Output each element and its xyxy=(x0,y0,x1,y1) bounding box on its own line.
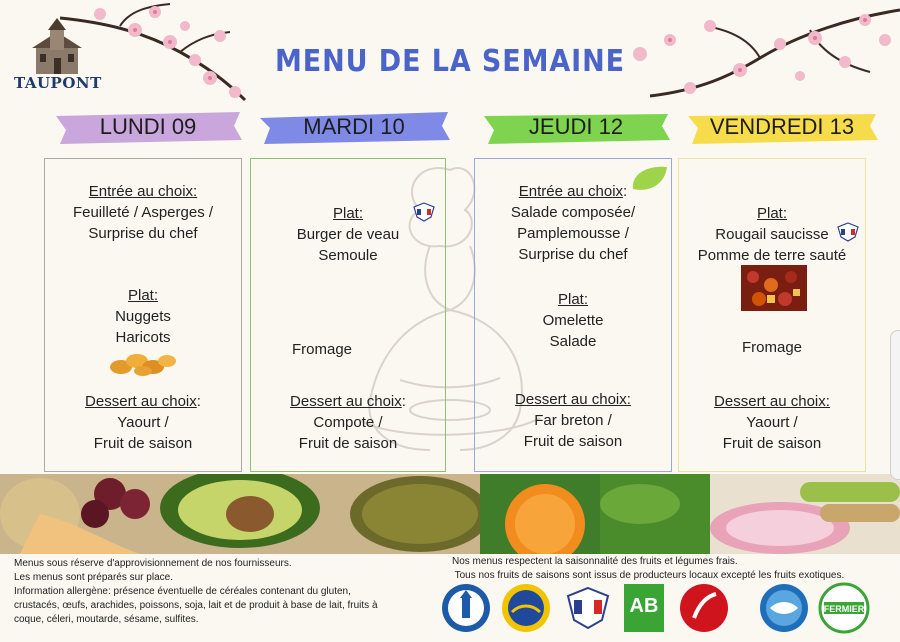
footer-line: crustacés, œufs, arachides, poissons, soja, lait et de produit à base de lait, fruits à xyxy=(14,600,378,611)
footer-notes-left xyxy=(14,557,434,627)
day-label: LUNDI 09 xyxy=(99,114,197,139)
agriculture-biologique-icon xyxy=(622,582,666,634)
entree-line: Feuilleté / Asperges / xyxy=(72,204,214,221)
footer-line: coque, céleri, moutarde, sésame, sulfites. xyxy=(14,614,199,625)
dessert-section xyxy=(475,389,671,452)
day-header-tuesday xyxy=(256,106,452,148)
plat-line: Burger de veau xyxy=(296,226,400,243)
entree-line: Surprise du chef xyxy=(88,225,198,242)
footer-line: Les menus sont préparés sur place. xyxy=(14,572,173,583)
day-label: JEUDI 12 xyxy=(528,114,624,139)
rougail-image xyxy=(741,265,807,311)
menu-column-friday xyxy=(678,158,866,472)
produit-en-bretagne-icon xyxy=(440,582,492,634)
viandes-de-france-icon xyxy=(562,582,614,634)
footer-line: Tous nos fruits de saisons sont issus de producteurs locaux excepté les fruits exotiques. xyxy=(452,570,845,581)
fromage-line: Fromage xyxy=(291,341,353,358)
dessert-section xyxy=(679,391,865,454)
plat-title: Plat: xyxy=(332,205,363,222)
entree-colon: : xyxy=(623,183,628,200)
dessert-line: Compote / xyxy=(313,414,383,431)
plat-line: Semoule xyxy=(318,247,378,264)
day-label: VENDREDI 13 xyxy=(709,114,855,139)
entree-line: Surprise du chef xyxy=(518,246,628,263)
viande-de-france-icon xyxy=(835,221,861,243)
dessert-line: Fruit de saison xyxy=(298,435,398,452)
footer-notes-right xyxy=(452,555,892,583)
food-photo-band xyxy=(0,474,900,554)
plat-line: Nuggets xyxy=(115,308,171,325)
plat-line: Haricots xyxy=(115,329,171,346)
label-rouge-icon xyxy=(678,582,730,634)
dessert-title: Dessert au choix: xyxy=(714,393,830,410)
dessert-title: Dessert au choix: xyxy=(515,391,631,408)
dessert-section xyxy=(251,391,445,454)
footer-line: Menus sous réserve d'approvisionnement de nos fournisseurs. xyxy=(14,558,292,569)
produit-fermier-icon xyxy=(818,582,870,634)
dessert-title: Dessert au choix xyxy=(85,393,197,410)
menu-vegetarien-badge xyxy=(629,163,669,193)
plat-title: Plat: xyxy=(127,287,158,304)
fromage-section xyxy=(225,339,419,360)
svg-text:AB: AB xyxy=(629,595,659,617)
entree-line: Salade composée/ xyxy=(510,204,636,221)
day-label: MARDI 10 xyxy=(303,114,405,139)
dessert-line: Fruit de saison xyxy=(93,435,193,452)
plat-line: Pomme de terre sauté xyxy=(697,247,847,264)
menu-column-tuesday xyxy=(250,158,446,472)
plat-line: Rougail saucisse xyxy=(715,226,829,243)
peche-durable-icon xyxy=(758,582,810,634)
plat-line: Omelette xyxy=(542,312,604,329)
day-header-friday xyxy=(684,106,880,148)
dessert-section xyxy=(45,391,241,454)
dessert-line: Fruit de saison xyxy=(523,433,623,450)
dessert-line: Yaourt / xyxy=(117,414,169,431)
plat-section xyxy=(475,289,671,352)
plat-line: Salade xyxy=(549,333,597,350)
menu-column-thursday xyxy=(474,158,672,472)
entree-section xyxy=(475,181,671,265)
logo-text: TAUPONT xyxy=(14,74,102,92)
dessert-title: Dessert au choix xyxy=(290,393,402,410)
entree-section xyxy=(45,181,241,244)
fromage-line: Fromage xyxy=(741,339,803,356)
entree-title: Entrée au choix xyxy=(518,183,624,200)
plat-title: Plat: xyxy=(756,205,787,222)
dessert-line: Fruit de saison xyxy=(722,435,822,452)
svg-text:FERMIER: FERMIER xyxy=(823,604,865,614)
fromage-section xyxy=(679,337,865,358)
quality-labels-row xyxy=(440,582,900,638)
entree-line: Pamplemousse / xyxy=(517,225,629,242)
dessert-colon: : xyxy=(401,393,406,410)
menu-column-monday xyxy=(44,158,242,472)
footer-line: Information allergène: présence éventuelle de céréales contenant du gluten, xyxy=(14,586,351,597)
igp-label-icon xyxy=(500,582,552,634)
side-scroll-tab[interactable] xyxy=(890,330,900,480)
plat-title: Plat: xyxy=(557,291,588,308)
day-header-monday xyxy=(50,106,246,148)
dessert-colon: : xyxy=(196,393,201,410)
viande-de-france-icon xyxy=(411,201,437,223)
dessert-line: Yaourt / xyxy=(746,414,798,431)
plat-section xyxy=(45,285,241,348)
day-header-thursday xyxy=(478,106,674,148)
footer-line: Nos menus respectent la saisonnalité des fruits et légumes frais. xyxy=(452,556,738,567)
page-title: MENU DE LA SEMAINE xyxy=(275,44,625,79)
entree-title: Entrée au choix: xyxy=(88,183,198,200)
nuggets-image xyxy=(109,351,177,377)
leaf-icon xyxy=(629,163,669,193)
dessert-line: Far breton / xyxy=(534,412,612,429)
